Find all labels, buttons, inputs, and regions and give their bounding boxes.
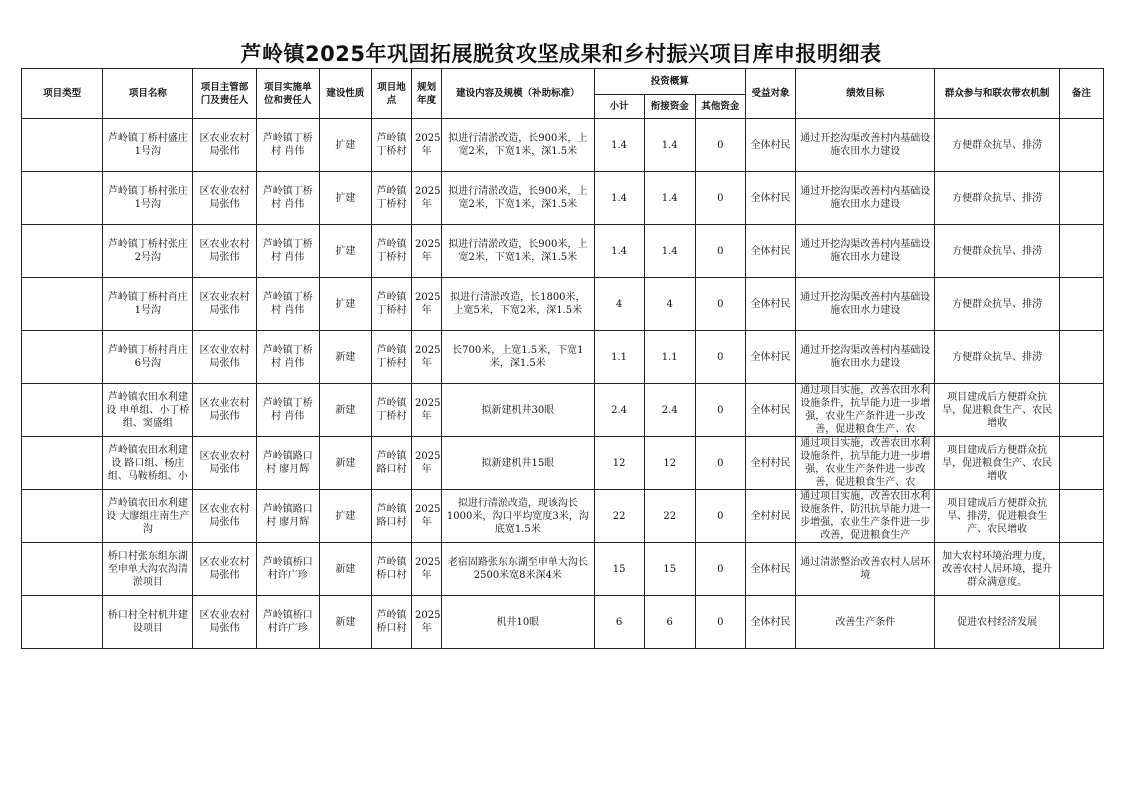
cell-beneficiary: 全体村民 (745, 172, 795, 225)
cell-nature: 扩建 (319, 490, 371, 543)
cell-mechanism (935, 384, 1059, 437)
cell-subtotal: 1.4 (594, 119, 644, 172)
cell-name (103, 278, 193, 331)
cell-other: 0 (695, 225, 745, 278)
cell-mechanism-text: 方便群众抗旱、排涝 (952, 245, 1043, 257)
header-remark: 备注 (1059, 69, 1103, 119)
cell-location: 芦岭镇路口村 (371, 437, 411, 490)
cell-subtotal: 1.4 (594, 172, 644, 225)
cell-unit: 芦岭镇桥口村许广珍 (256, 596, 319, 649)
cell-linked: 6 (644, 596, 695, 649)
cell-linked: 12 (644, 437, 695, 490)
cell-type (22, 278, 103, 331)
cell-other: 0 (695, 596, 745, 649)
cell-remark (1059, 437, 1103, 490)
table-row (22, 437, 1104, 490)
cell-dept: 区农业农村局张伟 (193, 437, 256, 490)
cell-goal (796, 596, 935, 649)
cell-linked: 4 (644, 278, 695, 331)
cell-linked: 22 (644, 490, 695, 543)
cell-mechanism (935, 596, 1059, 649)
table-row (22, 384, 1104, 437)
cell-year: 2025年 (412, 596, 442, 649)
cell-dept: 区农业农村局张伟 (193, 278, 256, 331)
cell-year: 2025年 (412, 331, 442, 384)
cell-type (22, 119, 103, 172)
header-mechanism: 群众参与和联农带农机制 (935, 69, 1059, 119)
cell-name-text: 芦岭镇农田水利建设 路口组、杨庄组、马鞍桥组、小 (107, 444, 188, 482)
cell-dept: 区农业农村局张伟 (193, 596, 256, 649)
cell-subtotal: 12 (594, 437, 644, 490)
cell-name (103, 490, 193, 543)
cell-dept: 区农业农村局张伟 (193, 119, 256, 172)
cell-goal (796, 172, 935, 225)
cell-other: 0 (695, 119, 745, 172)
cell-location: 芦岭镇桥口村 (371, 596, 411, 649)
cell-mechanism-text: 项目建成后方便群众抗旱，促进粮食生产、农民增收 (942, 444, 1053, 482)
cell-goal-text: 通过开挖沟渠改善村内基础设施农田水力建设 (800, 239, 931, 263)
cell-mechanism-text: 项目建成后方便群众抗旱，促进粮食生产、农民增收 (942, 391, 1053, 429)
cell-content-text: 机井10眼 (496, 616, 540, 628)
cell-other: 0 (695, 384, 745, 437)
cell-mechanism-text: 项目建成后方便群众抗旱、排涝，促进粮食生产、农民增收 (947, 497, 1048, 535)
cell-content (442, 172, 594, 225)
table-row (22, 543, 1104, 596)
cell-remark (1059, 490, 1103, 543)
cell-nature: 新建 (319, 384, 371, 437)
cell-dept: 区农业农村局张伟 (193, 490, 256, 543)
cell-year: 2025年 (412, 543, 442, 596)
cell-beneficiary: 全体村民 (745, 331, 795, 384)
cell-name-text: 芦岭镇农田水利建设 大廖组庄南生产沟 (106, 497, 190, 535)
cell-unit: 芦岭镇桥口村许广珍 (256, 543, 319, 596)
cell-remark (1059, 225, 1103, 278)
cell-content (442, 225, 594, 278)
cell-type (22, 225, 103, 278)
header-dept: 项目主管部门及责任人 (193, 69, 256, 119)
cell-type (22, 437, 103, 490)
cell-year: 2025年 (412, 225, 442, 278)
header-investment: 投资概算 (594, 69, 745, 95)
cell-location: 芦岭镇路口村 (371, 490, 411, 543)
cell-name-text: 芦岭镇丁桥村肖庄1号沟 (107, 292, 188, 316)
cell-name-text: 芦岭镇农田水利建设 申单组、小丁桥组、窦盛组 (106, 391, 190, 429)
header-beneficiary: 受益对象 (745, 69, 795, 119)
cell-content-text: 拟进行清淤改造，长900米，上宽2米，下宽1米，深1.5米 (448, 186, 588, 210)
cell-goal-text: 通过开挖沟渠改善村内基础设施农田水力建设 (800, 345, 931, 369)
cell-name (103, 119, 193, 172)
cell-unit: 芦岭镇丁桥村 肖伟 (256, 331, 319, 384)
cell-content-text: 拟进行清淤改造，长1800米，上宽5米，下宽2米，深1.5米 (450, 292, 586, 316)
cell-mechanism-text: 方便群众抗旱、排涝 (952, 298, 1043, 310)
cell-content (442, 119, 594, 172)
page-title: 芦岭镇2025年巩固拓展脱贫攻坚成果和乡村振兴项目库申报明细表 (240, 42, 882, 66)
cell-beneficiary: 全体村民 (745, 278, 795, 331)
cell-goal (796, 384, 935, 437)
cell-dept: 区农业农村局张伟 (193, 172, 256, 225)
cell-goal (796, 543, 935, 596)
cell-content-text: 长700米，上宽1.5米，下宽1米，深1.5米 (452, 345, 584, 369)
cell-subtotal: 6 (594, 596, 644, 649)
cell-mechanism (935, 331, 1059, 384)
header-content: 建设内容及规模（补助标准） (442, 69, 594, 119)
table-row (22, 278, 1104, 331)
cell-name (103, 437, 193, 490)
cell-year: 2025年 (412, 490, 442, 543)
cell-goal (796, 490, 935, 543)
cell-dept: 区农业农村局张伟 (193, 384, 256, 437)
cell-subtotal: 1.1 (594, 331, 644, 384)
cell-goal-text: 通过项目实施，改善农田水利设施条件，抗旱能力进一步增强，农业生产条件进一步改善，促进粮食生产、农 (800, 438, 931, 488)
cell-subtotal: 1.4 (594, 225, 644, 278)
cell-content-text: 拟新建机井15眼 (481, 457, 555, 469)
cell-unit: 芦岭镇丁桥村 肖伟 (256, 172, 319, 225)
cell-other: 0 (695, 331, 745, 384)
cell-linked: 15 (644, 543, 695, 596)
cell-name (103, 172, 193, 225)
cell-remark (1059, 119, 1103, 172)
cell-mechanism (935, 278, 1059, 331)
header-year: 规划年度 (412, 69, 442, 119)
cell-linked: 2.4 (644, 384, 695, 437)
cell-remark (1059, 331, 1103, 384)
cell-location: 芦岭镇丁桥村 (371, 331, 411, 384)
cell-goal-text: 通过开挖沟渠改善村内基础设施农田水力建设 (800, 186, 931, 210)
cell-remark (1059, 278, 1103, 331)
cell-type (22, 384, 103, 437)
cell-mechanism-text: 方便群众抗旱、排涝 (952, 351, 1043, 363)
cell-mechanism (935, 490, 1059, 543)
header-name: 项目名称 (103, 69, 193, 119)
table-row (22, 331, 1104, 384)
cell-subtotal: 4 (594, 278, 644, 331)
cell-remark (1059, 596, 1103, 649)
cell-dept: 区农业农村局张伟 (193, 331, 256, 384)
cell-linked: 1.4 (644, 172, 695, 225)
header-subtotal: 小计 (594, 95, 644, 119)
project-table (21, 68, 1104, 649)
cell-location: 芦岭镇桥口村 (371, 543, 411, 596)
cell-nature: 新建 (319, 331, 371, 384)
cell-name (103, 596, 193, 649)
cell-beneficiary: 全体村民 (745, 119, 795, 172)
cell-remark (1059, 384, 1103, 437)
header-linked-funds: 衔接资金 (644, 95, 695, 119)
cell-beneficiary: 全体村民 (745, 543, 795, 596)
cell-goal (796, 119, 935, 172)
header-nature: 建设性质 (319, 69, 371, 119)
cell-mechanism-text: 方便群众抗旱、排涝 (952, 192, 1043, 204)
cell-linked: 1.4 (644, 225, 695, 278)
cell-name-text: 芦岭镇丁桥村肖庄6号沟 (107, 345, 188, 369)
cell-type (22, 331, 103, 384)
cell-other: 0 (695, 437, 745, 490)
cell-content (442, 543, 594, 596)
cell-year: 2025年 (412, 119, 442, 172)
cell-nature: 扩建 (319, 172, 371, 225)
cell-mechanism (935, 437, 1059, 490)
cell-linked: 1.4 (644, 119, 695, 172)
cell-year: 2025年 (412, 437, 442, 490)
cell-mechanism-text: 促进农村经济发展 (957, 616, 1038, 628)
cell-unit: 芦岭镇丁桥村 肖伟 (256, 278, 319, 331)
cell-nature: 扩建 (319, 225, 371, 278)
cell-goal (796, 225, 935, 278)
cell-remark (1059, 543, 1103, 596)
table-row (22, 119, 1104, 172)
cell-type (22, 596, 103, 649)
cell-location: 芦岭镇丁桥村 (371, 119, 411, 172)
cell-goal-text: 通过项目实施，改善农田水利设施条件，抗旱能力进一步增强，农业生产条件进一步改善，促进粮食生产、农 (800, 385, 931, 435)
cell-nature: 新建 (319, 543, 371, 596)
cell-goal-text: 通过项目实施，改善农田水利设施条件，防汛抗旱能力进一步增强，农业生产条件进一步改善，促进粮食生产 (800, 491, 931, 541)
cell-goal-text: 改善生产条件 (835, 616, 896, 628)
cell-goal (796, 437, 935, 490)
cell-other: 0 (695, 543, 745, 596)
cell-remark (1059, 172, 1103, 225)
cell-content (442, 331, 594, 384)
cell-content (442, 384, 594, 437)
cell-unit: 芦岭镇路口村 廖月辉 (256, 437, 319, 490)
cell-content-text: 老宿固路张东东湖至申单大沟长2500米宽8米深4米 (447, 557, 588, 581)
cell-mechanism-text: 方便群众抗旱、排涝 (952, 139, 1043, 151)
cell-unit: 芦岭镇丁桥村 肖伟 (256, 119, 319, 172)
cell-unit: 芦岭镇丁桥村 肖伟 (256, 384, 319, 437)
cell-other: 0 (695, 490, 745, 543)
cell-location: 芦岭镇丁桥村 (371, 384, 411, 437)
cell-name-text: 芦岭镇丁桥村盛庄1号沟 (107, 133, 188, 157)
cell-mechanism (935, 172, 1059, 225)
cell-year: 2025年 (412, 172, 442, 225)
cell-subtotal: 15 (594, 543, 644, 596)
header-type: 项目类型 (22, 69, 103, 119)
cell-nature: 扩建 (319, 278, 371, 331)
cell-mechanism (935, 119, 1059, 172)
header-row (22, 69, 1104, 95)
cell-year: 2025年 (412, 384, 442, 437)
cell-type (22, 172, 103, 225)
cell-other: 0 (695, 278, 745, 331)
cell-content-text: 拟新建机井30眼 (481, 404, 555, 416)
cell-content (442, 278, 594, 331)
table-row (22, 172, 1104, 225)
cell-unit: 芦岭镇路口村 廖月辉 (256, 490, 319, 543)
cell-content-text: 拟进行清淤改造，长900米，上宽2米，下宽1米，深1.5米 (448, 133, 588, 157)
cell-content (442, 437, 594, 490)
cell-goal-text: 通过清淤整治改善农村人居环境 (800, 557, 931, 581)
table-row (22, 490, 1104, 543)
cell-nature: 新建 (319, 437, 371, 490)
cell-mechanism (935, 543, 1059, 596)
header-other-funds: 其他资金 (695, 95, 745, 119)
cell-type (22, 490, 103, 543)
cell-name (103, 225, 193, 278)
cell-goal-text: 通过开挖沟渠改善村内基础设施农田水力建设 (800, 292, 931, 316)
cell-dept: 区农业农村局张伟 (193, 543, 256, 596)
cell-beneficiary: 全体村民 (745, 225, 795, 278)
cell-name (103, 543, 193, 596)
header-location: 项目地点 (371, 69, 411, 119)
cell-beneficiary: 全体村民 (745, 596, 795, 649)
cell-name (103, 331, 193, 384)
header-goal: 绩效目标 (796, 69, 935, 119)
cell-unit: 芦岭镇丁桥村 肖伟 (256, 225, 319, 278)
cell-name-text: 桥口村张东组东湖至申单大沟农沟清淤项目 (107, 550, 188, 588)
cell-dept: 区农业农村局张伟 (193, 225, 256, 278)
cell-beneficiary: 全体村民 (745, 384, 795, 437)
cell-name (103, 384, 193, 437)
cell-beneficiary: 全村村民 (745, 437, 795, 490)
cell-mechanism (935, 225, 1059, 278)
table-row (22, 596, 1104, 649)
cell-goal (796, 331, 935, 384)
cell-content (442, 596, 594, 649)
table-row (22, 225, 1104, 278)
cell-goal (796, 278, 935, 331)
cell-subtotal: 22 (594, 490, 644, 543)
cell-type (22, 543, 103, 596)
cell-nature: 新建 (319, 596, 371, 649)
cell-beneficiary: 全村村民 (745, 490, 795, 543)
cell-content (442, 490, 594, 543)
cell-content-text: 拟进行清淤改造，长900米，上宽2米，下宽1米，深1.5米 (448, 239, 588, 263)
header-unit: 项目实施单位和责任人 (256, 69, 319, 119)
cell-goal-text: 通过开挖沟渠改善村内基础设施农田水力建设 (800, 133, 931, 157)
cell-nature: 扩建 (319, 119, 371, 172)
cell-name-text: 芦岭镇丁桥村张庄2号沟 (107, 239, 188, 263)
cell-content-text: 拟进行清淤改造，现该沟长1000米，沟口平均宽度3米，沟底宽1.5米 (446, 497, 589, 535)
cell-location: 芦岭镇丁桥村 (371, 278, 411, 331)
cell-mechanism-text: 加大农村环境治理力度，改善农村人居环境，提升群众满意度。 (942, 550, 1053, 588)
cell-linked: 1.1 (644, 331, 695, 384)
cell-name-text: 桥口村全村机井建设项目 (107, 610, 188, 634)
cell-year: 2025年 (412, 278, 442, 331)
cell-location: 芦岭镇丁桥村 (371, 225, 411, 278)
cell-location: 芦岭镇丁桥村 (371, 172, 411, 225)
cell-name-text: 芦岭镇丁桥村张庄1号沟 (107, 186, 188, 210)
cell-other: 0 (695, 172, 745, 225)
cell-subtotal: 2.4 (594, 384, 644, 437)
